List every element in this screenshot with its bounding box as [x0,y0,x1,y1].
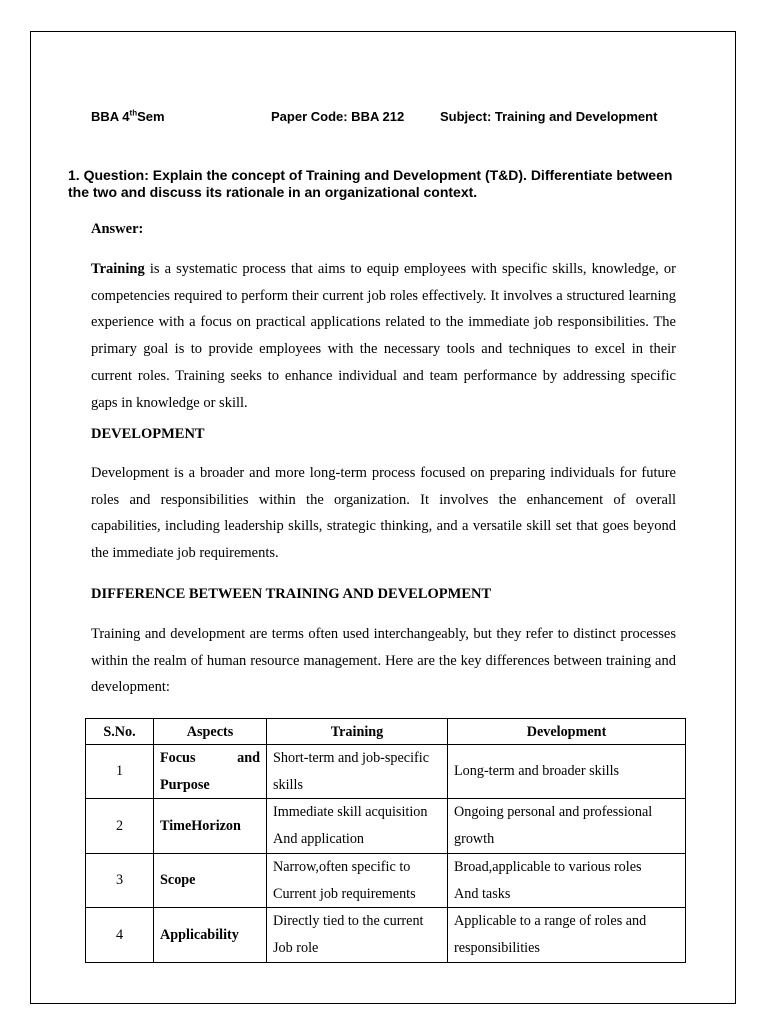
header-sno: S.No. [86,719,154,745]
cell-sno: 4 [86,908,154,962]
cell-sno: 2 [86,799,154,853]
difference-paragraph: Training and development are terms often used interchangeably, but they refer to distinct processes within the realm of human resource management. Here are the key differences between training and development: [91,626,676,696]
header-aspects: Aspects [154,719,267,745]
cell-training: Directly tied to the current Job role [267,908,448,962]
difference-table [85,718,686,963]
paper-code: Paper Code: BBA 212 [271,109,405,124]
table-row [86,908,686,962]
cell-development: Ongoing personal and professional growth [448,799,686,853]
table-row [86,853,686,907]
cell-development: Long-term and broader skills [448,745,686,799]
course-label: BBA 4thSem [91,108,165,124]
subject-label: Subject: Training and Development [440,109,658,124]
cell-aspect: Focus and Purpose [154,745,267,799]
question-heading: 1. Question: Explain the concept of Training and Development (T&D). Differentiate between the two and discuss its rationale in an organizational context. [68,167,673,200]
development-heading: DEVELOPMENT [91,426,205,442]
cell-sno: 1 [86,745,154,799]
difference-heading: DIFFERENCE BETWEEN TRAINING AND DEVELOPMENT [91,586,492,602]
cell-aspect: Applicability [154,908,267,962]
header-training: Training [267,719,448,745]
cell-training: Short-term and job-specific skills [267,745,448,799]
table-header-row [86,719,686,745]
training-text: is a systematic process that aims to equip employees with specific skills, knowledge, or competencies required to perform their current job roles effectively. It involves a structured learning experience with a focus on practical applications related to the immediate job responsibilities. The primary goal is to provide employees with the necessary tools and techniques to excel in their current roles. Training seeks to enhance individual and team performance by addressing specific gaps in knowledge or skill. [91,261,676,411]
cell-sno: 3 [86,853,154,907]
answer-label: Answer: [91,221,144,237]
table-row [86,745,686,799]
cell-training: Immediate skill acquisition And application [267,799,448,853]
cell-development: Broad,applicable to various roles And tasks [448,853,686,907]
training-term: Training [91,261,145,277]
cell-training: Narrow,often specific to Current job requirements [267,853,448,907]
cell-development: Applicable to a range of roles and responsibilities [448,908,686,962]
development-paragraph: Development is a broader and more long-term process focused on preparing individuals for future roles and responsibilities within the organization. It involves the enhancement of overall capabilities, including leadership skills, strategic thinking, and a versatile skill set that goes beyond the immediate job requirements. [91,465,676,562]
training-paragraph [91,256,676,416]
cell-aspect: TimeHorizon [154,799,267,853]
cell-aspect: Scope [154,853,267,907]
document-header [0,109,768,129]
table-row [86,799,686,853]
header-development: Development [448,719,686,745]
